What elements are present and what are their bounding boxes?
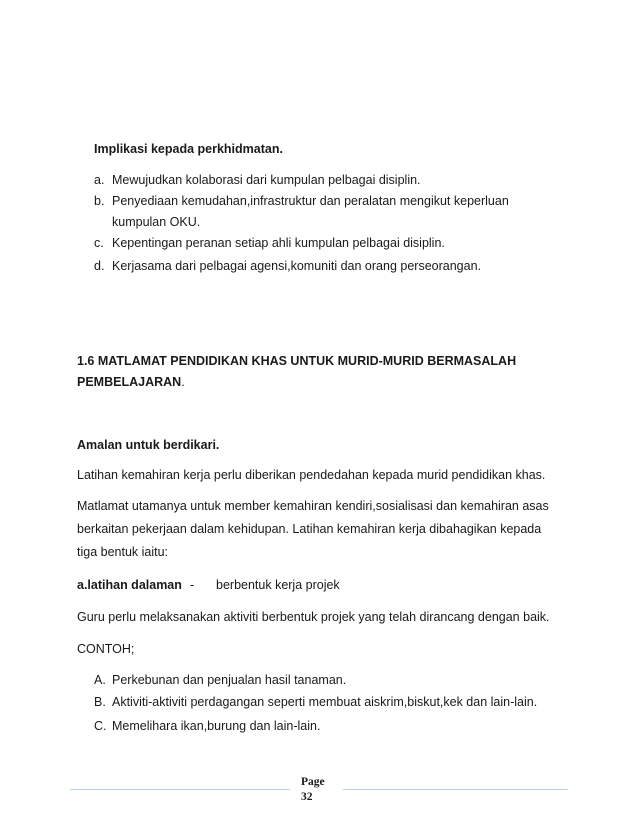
- list-item-continuation: kumpulan OKU.: [112, 215, 201, 229]
- example-label: CONTOH;: [77, 642, 135, 656]
- paragraph-line: Matlamat utamanya untuk member kemahiran kendiri,sosialisasi dan kemahiran asas: [77, 499, 549, 513]
- training-description: berbentuk kerja projek: [216, 578, 340, 592]
- footer-rule-left: [70, 789, 290, 790]
- list-item: Kepentingan peranan setiap ahli kumpulan pelbagai disiplin.: [112, 236, 445, 250]
- paragraph: Latihan kemahiran kerja perlu diberikan pendedahan kepada murid pendidikan khas.: [77, 468, 546, 482]
- training-label: a.latihan dalaman: [77, 578, 182, 592]
- training-dash: -: [190, 578, 195, 592]
- list-marker: B.: [94, 695, 106, 709]
- implikasi-heading: Implikasi kepada perkhidmatan.: [94, 142, 283, 156]
- paragraph: Guru perlu melaksanakan aktiviti berbentuk projek yang telah dirancang dengan baik.: [77, 610, 550, 624]
- section-heading-line2-text: PEMBELAJARAN: [77, 375, 182, 389]
- paragraph-line: tiga bentuk iaitu:: [77, 545, 169, 559]
- list-marker: c.: [94, 236, 104, 250]
- list-marker: a.: [94, 173, 105, 187]
- page-number: 32: [301, 791, 313, 803]
- list-marker: C.: [94, 719, 107, 733]
- list-item: Perkebunan dan penjualan hasil tanaman.: [112, 673, 347, 687]
- list-item: Aktiviti-aktiviti perdagangan seperti membuat aiskrim,biskut,kek dan lain-lain.: [112, 695, 538, 709]
- list-item: Penyediaan kemudahan,infrastruktur dan peralatan mengikut keperluan: [112, 194, 509, 208]
- section-heading-line2: [77, 374, 185, 390]
- list-item: Mewujudkan kolaborasi dari kumpulan pelbagai disiplin.: [112, 173, 421, 187]
- list-marker: b.: [94, 194, 105, 208]
- list-item: Kerjasama dari pelbagai agensi,komuniti dan orang perseorangan.: [112, 259, 481, 273]
- section-heading-period: .: [181, 375, 185, 389]
- page-word: Page: [301, 776, 325, 788]
- subheading: Amalan untuk berdikari.: [77, 438, 220, 452]
- section-heading-line1: 1.6 MATLAMAT PENDIDIKAN KHAS UNTUK MURID-MURID BERMASALAH: [77, 354, 517, 368]
- list-marker: A.: [94, 673, 106, 687]
- list-marker: d.: [94, 259, 105, 273]
- list-item: Memelihara ikan,burung dan lain-lain.: [112, 719, 321, 733]
- paragraph-line: berkaitan pekerjaan dalam kehidupan. Latihan kemahiran kerja dibahagikan kepada: [77, 522, 542, 536]
- footer-rule-right: [343, 789, 568, 790]
